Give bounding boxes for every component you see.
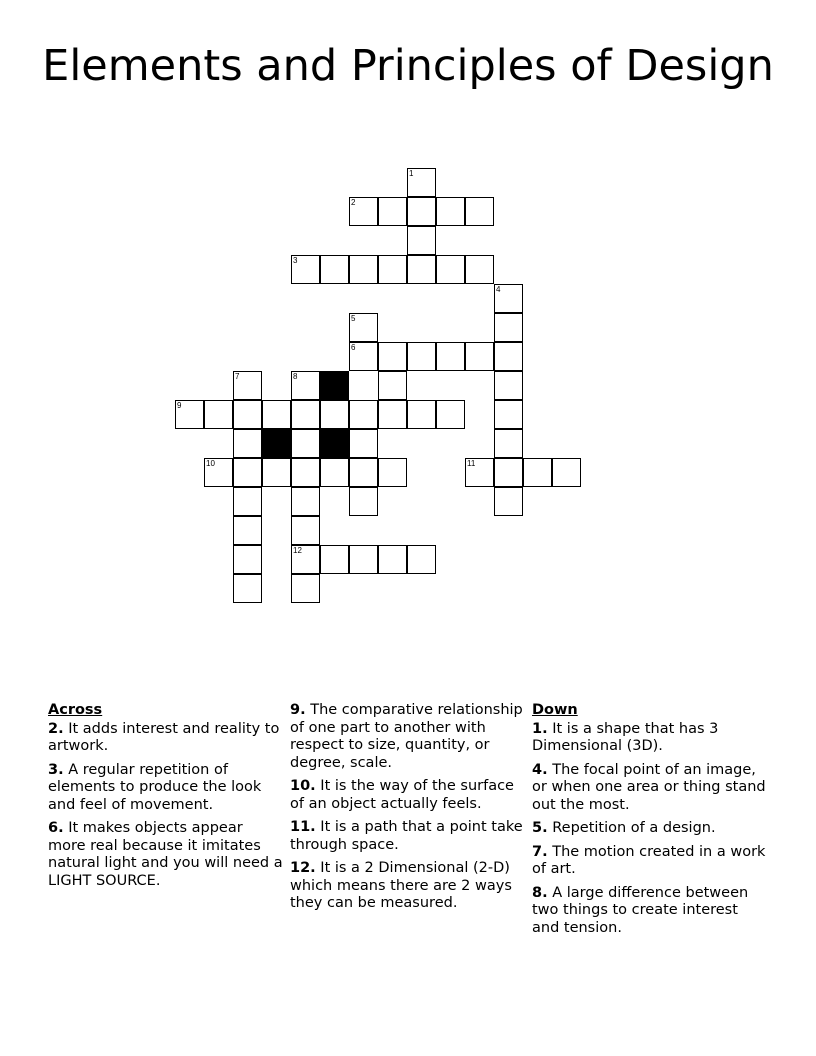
grid-cell[interactable] [349,429,378,458]
clue-across-11 [290,819,526,854]
grid-cell[interactable] [407,545,436,574]
grid-cell[interactable] [349,458,378,487]
clue-number-label: 8 [293,372,298,381]
grid-cell[interactable] [204,400,233,429]
grid-cell[interactable] [233,371,262,400]
clue-across-12 [290,860,526,913]
grid-cell[interactable] [291,429,320,458]
grid-cell[interactable] [407,255,436,284]
clue-across-9 [290,702,526,772]
grid-cell[interactable] [233,487,262,516]
grid-cell[interactable] [233,458,262,487]
grid-cell[interactable] [436,255,465,284]
grid-cell[interactable] [436,197,465,226]
clue-text: It is a shape that has 3 Dimensional (3D). [532,720,719,754]
clue-number-label: 6 [351,343,356,352]
grid-cell[interactable] [494,400,523,429]
clues-column-1 [48,702,284,896]
grid-cell[interactable] [291,487,320,516]
clue-number: 1. [532,720,548,737]
grid-block [320,371,349,400]
clue-text: The motion created in a work of art. [532,843,766,877]
clue-number: 10. [290,778,316,794]
clue-text: The comparative relationship of one part to another with respect to size, quantity, or degree, scale. [290,702,523,771]
clue-down-5 [532,820,768,838]
grid-cell[interactable] [349,197,378,226]
clue-text: A large difference between two things to create interest and tension. [532,884,749,936]
clue-down-1 [532,721,768,756]
grid-cell[interactable] [378,255,407,284]
grid-cell[interactable] [349,255,378,284]
clue-text: It adds interest and reality to artwork. [48,720,280,754]
clue-down-8 [532,885,768,938]
grid-cell[interactable] [494,313,523,342]
grid-cell[interactable] [262,458,291,487]
grid-cell[interactable] [407,342,436,371]
clue-number: 11. [290,819,316,835]
clue-number-label: 1 [409,169,414,178]
clue-down-7 [532,844,768,879]
grid-cell[interactable] [291,255,320,284]
grid-cell[interactable] [291,574,320,603]
clue-number: 9. [290,702,306,718]
grid-cell[interactable] [233,429,262,458]
grid-cell[interactable] [436,342,465,371]
clue-number-label: 10 [206,459,215,468]
clue-number: 7. [532,843,548,860]
clue-number-label: 12 [293,546,302,555]
clue-text: The focal point of an image, or when one area or thing stand out the most. [532,761,766,813]
grid-cell[interactable] [233,400,262,429]
clue-text: A regular repetition of elements to produce the look and feel of movement. [48,761,262,813]
grid-cell[interactable] [494,487,523,516]
grid-cell[interactable] [378,400,407,429]
clue-down-4 [532,762,768,815]
grid-cell[interactable] [233,516,262,545]
grid-cell[interactable] [291,458,320,487]
grid-cell[interactable] [320,545,349,574]
clue-number: 8. [532,884,548,901]
grid-cell[interactable] [378,342,407,371]
clue-number-label: 9 [177,401,182,410]
grid-cell[interactable] [465,458,494,487]
grid-cell[interactable] [233,574,262,603]
clue-text: It makes objects appear more real because it imitates natural light and you will need a LIGHT SOURCE. [48,820,283,889]
grid-cell[interactable] [320,255,349,284]
grid-cell[interactable] [407,226,436,255]
grid-cell[interactable] [494,284,523,313]
clue-text: It is the way of the surface of an object actually feels. [290,778,514,812]
grid-cell[interactable] [494,342,523,371]
grid-cell[interactable] [291,371,320,400]
clue-number-label: 7 [235,372,240,381]
clue-number: 12. [290,860,316,876]
across-heading: Across [48,702,103,718]
grid-cell[interactable] [378,458,407,487]
clue-across-10 [290,778,526,813]
clue-number-label: 3 [293,256,298,265]
clue-number: 5. [532,820,548,836]
grid-cell[interactable] [378,371,407,400]
grid-cell[interactable] [465,342,494,371]
grid-cell[interactable] [378,197,407,226]
grid-cell[interactable] [349,487,378,516]
grid-cell[interactable] [175,400,204,429]
clue-across-2 [48,721,284,756]
grid-cell[interactable] [494,458,523,487]
clue-number-label: 4 [496,285,501,294]
grid-cell[interactable] [349,545,378,574]
clue-text: It is a 2 Dimensional (2-D) which means there are 2 ways they can be measured. [290,860,512,911]
grid-cell[interactable] [291,516,320,545]
grid-cell[interactable] [465,197,494,226]
grid-cell[interactable] [552,458,581,487]
grid-cell[interactable] [494,371,523,400]
grid-cell[interactable] [523,458,552,487]
clue-number: 6. [48,820,64,836]
clue-number: 2. [48,720,64,737]
clue-text: It is a path that a point take through space. [290,819,523,853]
grid-cell[interactable] [233,545,262,574]
grid-cell[interactable] [291,400,320,429]
down-heading: Down [532,702,578,718]
clues-column-2 [290,702,526,919]
clue-number-label: 2 [351,198,356,207]
grid-block [262,429,291,458]
clue-number: 3. [48,761,64,778]
grid-cell[interactable] [320,458,349,487]
grid-cell[interactable] [436,400,465,429]
grid-cell[interactable] [349,400,378,429]
grid-cell[interactable] [407,400,436,429]
clue-text: Repetition of a design. [552,820,716,836]
grid-cell[interactable] [349,313,378,342]
page-title: Elements and Principles of Design [42,41,774,91]
grid-cell[interactable] [407,168,436,197]
grid-cell[interactable] [494,429,523,458]
grid-cell[interactable] [320,400,349,429]
grid-cell[interactable] [465,255,494,284]
grid-cell[interactable] [291,545,320,574]
grid-cell[interactable] [378,545,407,574]
grid-cell[interactable] [407,197,436,226]
clues-column-3 [532,702,768,943]
grid-cell[interactable] [349,342,378,371]
clue-number: 4. [532,761,548,778]
clue-across-6 [48,820,284,890]
grid-block [320,429,349,458]
clue-across-3 [48,762,284,815]
grid-cell[interactable] [262,400,291,429]
grid-cell[interactable] [204,458,233,487]
clue-number-label: 11 [467,459,476,468]
clue-number-label: 5 [351,314,356,323]
